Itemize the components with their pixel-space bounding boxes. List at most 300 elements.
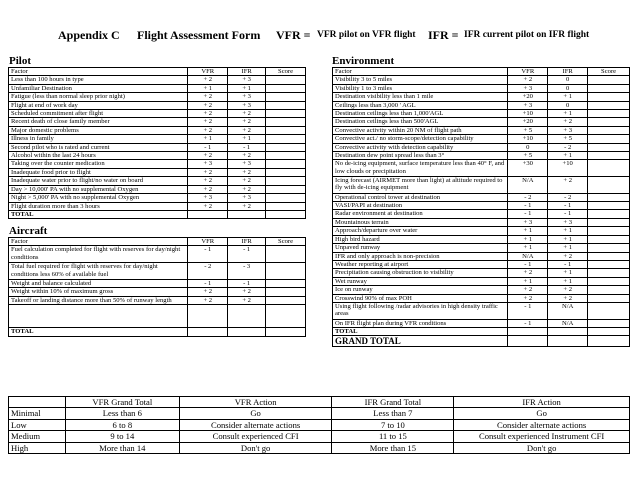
ifr-points: + 1 — [228, 84, 266, 92]
column-header: Factor — [9, 68, 188, 76]
score-cell[interactable] — [266, 152, 306, 160]
grand-cell: Less than 7 — [332, 408, 454, 419]
score-cell[interactable] — [588, 235, 630, 243]
factor-label: Convective activity within 20 NM of flight path — [333, 126, 508, 134]
factor-row — [333, 101, 630, 109]
grand-column-header: IFR Grand Total — [332, 397, 454, 408]
column-header: VFR — [188, 68, 228, 76]
score-cell[interactable] — [588, 110, 630, 118]
factor-label: Mountainous terrain — [333, 218, 508, 226]
pilot-total-row-label: TOTAL — [9, 210, 188, 218]
factor-label: Radar environment at destination — [333, 210, 508, 218]
risk-level: High — [9, 442, 66, 453]
ifr-points: - 1 — [548, 210, 588, 218]
grand-cell: Consider alternate actions — [454, 419, 630, 430]
ifr-points: + 2 — [548, 177, 588, 194]
ifr-points: + 3 — [228, 160, 266, 168]
ifr-points: 0 — [548, 101, 588, 109]
vfr-points: + 2 — [188, 110, 228, 118]
ifr-points: + 1 — [548, 235, 588, 243]
factor-label: Illness in family — [9, 135, 188, 143]
column-header: Score — [266, 68, 306, 76]
score-cell[interactable] — [266, 296, 306, 304]
score-cell[interactable] — [588, 193, 630, 201]
ifr-points: + 2 — [548, 118, 588, 126]
blank-cell — [228, 305, 266, 328]
factor-label: Taking over the counter medication — [9, 160, 188, 168]
ifr-points: + 1 — [548, 269, 588, 277]
ifr-points: + 3 — [228, 101, 266, 109]
factor-label: Convective act./ no storm-scope/detection capability — [333, 135, 508, 143]
score-cell[interactable] — [588, 260, 630, 268]
factor-row — [333, 227, 630, 235]
aircraft-total-row-label: TOTAL — [9, 328, 188, 336]
ifr-total — [548, 336, 588, 347]
vfr-points: - 1 — [508, 319, 548, 327]
ifr-points: + 2 — [228, 126, 266, 134]
ifr-points: - 1 — [228, 246, 266, 263]
factor-label: No de-icing equipment, surface temperature less than 40° F, and low clouds or precipitation — [333, 160, 508, 177]
form-title — [0, 28, 638, 44]
ifr-points: + 3 — [228, 93, 266, 101]
factor-label: Using flight following /radar advisories in high density traffic areas — [333, 302, 508, 319]
score-cell[interactable] — [588, 160, 630, 177]
ifr-points: + 2 — [228, 185, 266, 193]
ifr-points: + 2 — [228, 110, 266, 118]
ifr-points: N/A — [548, 319, 588, 327]
vfr-total — [188, 210, 228, 218]
factor-label: Scheduled commitment after flight — [9, 110, 188, 118]
ifr-description: IFR current pilot on IFR flight — [464, 30, 590, 40]
score-cell[interactable] — [266, 76, 306, 84]
factor-label: Unfamiliar Destination — [9, 84, 188, 92]
grand-column-header: VFR Action — [179, 397, 332, 408]
vfr-points: - 2 — [508, 193, 548, 201]
score-total[interactable] — [588, 327, 630, 335]
ifr-points: + 3 — [228, 194, 266, 202]
aircraft-table — [8, 237, 306, 337]
vfr-points: + 2 — [188, 118, 228, 126]
factor-row — [333, 202, 630, 210]
score-total[interactable] — [588, 336, 630, 347]
grand-total-row-label: GRAND TOTAL — [333, 336, 508, 347]
vfr-total — [508, 327, 548, 335]
ifr-points: - 1 — [228, 143, 266, 151]
ifr-points: + 2 — [228, 168, 266, 176]
score-cell[interactable] — [588, 319, 630, 327]
factor-label: Approach/departure over water — [333, 227, 508, 235]
score-cell[interactable] — [588, 294, 630, 302]
vfr-points: + 5 — [508, 152, 548, 160]
score-cell[interactable] — [588, 135, 630, 143]
vfr-points: + 2 — [188, 288, 228, 296]
score-cell[interactable] — [588, 202, 630, 210]
grand-column-header: VFR Grand Total — [65, 397, 179, 408]
factor-label: Less than 100 hours in type — [9, 76, 188, 84]
score-cell[interactable] — [266, 84, 306, 92]
factor-row — [333, 118, 630, 126]
factor-label: Weight within 10% of maximum gross — [9, 288, 188, 296]
ifr-points: 0 — [548, 84, 588, 92]
column-header: Score — [588, 68, 630, 76]
vfr-points: +20 — [508, 118, 548, 126]
grand-cell: Go — [454, 408, 630, 419]
vfr-points: + 2 — [508, 269, 548, 277]
factor-row — [9, 160, 306, 168]
environment-heading: Environment — [332, 55, 395, 67]
ifr-points: + 1 — [548, 227, 588, 235]
score-cell[interactable] — [266, 168, 306, 176]
score-cell[interactable] — [266, 101, 306, 109]
factor-row — [333, 110, 630, 118]
pilot-total-row — [9, 210, 306, 218]
vfr-points: +30 — [508, 160, 548, 177]
ifr-points: - 2 — [548, 193, 588, 201]
vfr-points: + 3 — [188, 194, 228, 202]
column-header: VFR — [508, 68, 548, 76]
factor-label: Destination ceilings less than 500'AGL — [333, 118, 508, 126]
factor-label: Weather reporting at airport — [333, 260, 508, 268]
ifr-points: + 1 — [548, 152, 588, 160]
appendix-label: Appendix C — [58, 28, 120, 42]
score-cell[interactable] — [266, 110, 306, 118]
factor-label: Recent death of close family member — [9, 118, 188, 126]
risk-level: Low — [9, 419, 66, 430]
risk-level-row — [9, 442, 630, 453]
vfr-points: + 2 — [188, 93, 228, 101]
factor-label: Fuel calculation completed for flight with reserves for day/night conditions — [9, 246, 188, 263]
score-cell[interactable] — [588, 269, 630, 277]
vfr-points: + 2 — [188, 152, 228, 160]
factor-label: Precipitation causing obstruction to visibility — [333, 269, 508, 277]
vfr-points: + 2 — [188, 177, 228, 185]
blank-cell — [9, 305, 188, 328]
vfr-points: + 1 — [188, 84, 228, 92]
vfr-points: +20 — [508, 93, 548, 101]
environment-total-row-label: TOTAL — [333, 327, 508, 335]
header-row — [9, 68, 306, 76]
factor-row — [333, 177, 630, 194]
ifr-points: + 2 — [228, 288, 266, 296]
factor-row — [333, 252, 630, 260]
grand-cell: 7 to 10 — [332, 419, 454, 430]
ifr-points: + 1 — [548, 93, 588, 101]
factor-row — [9, 93, 306, 101]
vfr-points: + 1 — [508, 227, 548, 235]
score-cell[interactable] — [588, 210, 630, 218]
factor-label: Major domestic problems — [9, 126, 188, 134]
ifr-points: + 3 — [548, 218, 588, 226]
vfr-total — [508, 336, 548, 347]
vfr-points: + 3 — [508, 101, 548, 109]
factor-row — [9, 288, 306, 296]
factor-label: Crosswind 90% of max POH — [333, 294, 508, 302]
vfr-points: + 1 — [508, 277, 548, 285]
factor-row — [333, 152, 630, 160]
factor-label: Visibility 3 to 5 miles — [333, 76, 508, 84]
ifr-code: IFR = — [428, 28, 459, 42]
factor-row — [9, 168, 306, 176]
vfr-points: + 2 — [508, 294, 548, 302]
factor-label: Flight duration more than 3 hours — [9, 202, 188, 210]
factor-label: Alcohol within the last 24 hours — [9, 152, 188, 160]
vfr-points: - 1 — [508, 210, 548, 218]
factor-label: Inadequate food prior to flight — [9, 168, 188, 176]
vfr-points: - 1 — [188, 246, 228, 263]
score-cell[interactable] — [266, 160, 306, 168]
vfr-points: + 2 — [188, 76, 228, 84]
grand-column-header: IFR Action — [454, 397, 630, 408]
factor-label: Second pilot who is rated and current — [9, 143, 188, 151]
ifr-points: + 2 — [228, 177, 266, 185]
risk-level-row — [9, 408, 630, 419]
factor-label: IFR and only approach is non-precision — [333, 252, 508, 260]
factor-row — [9, 194, 306, 202]
factor-row — [9, 101, 306, 109]
ifr-points: + 2 — [228, 296, 266, 304]
ifr-points: - 1 — [548, 260, 588, 268]
grand-header-row — [9, 397, 630, 408]
ifr-total — [228, 328, 266, 336]
vfr-points: + 1 — [508, 235, 548, 243]
factor-row — [333, 277, 630, 285]
vfr-points: + 2 — [508, 76, 548, 84]
grand-cell: Consider alternate actions — [179, 419, 332, 430]
factor-label: Operational control tower at destination — [333, 193, 508, 201]
score-cell[interactable] — [266, 202, 306, 210]
vfr-points: - 1 — [188, 143, 228, 151]
grand-total-row — [333, 336, 630, 347]
risk-level: Minimal — [9, 408, 66, 419]
aircraft-total-row — [9, 328, 306, 336]
ifr-points: + 2 — [548, 286, 588, 294]
column-header: Factor — [9, 238, 188, 246]
factor-label: Destination ceilings less than 1,000'AGL — [333, 110, 508, 118]
ifr-points: + 1 — [228, 135, 266, 143]
pilot-heading: Pilot — [9, 55, 31, 67]
factor-row — [9, 177, 306, 185]
score-cell[interactable] — [266, 288, 306, 296]
blank-row — [9, 305, 306, 328]
factor-label: Total fuel required for flight with reserves for day/night conditions less 60% of available fuel — [9, 263, 188, 280]
risk-level-row — [9, 431, 630, 442]
column-header: Score — [266, 238, 306, 246]
factor-row — [9, 202, 306, 210]
ifr-points: + 2 — [548, 294, 588, 302]
factor-row — [333, 294, 630, 302]
score-cell[interactable] — [266, 280, 306, 288]
score-cell[interactable] — [266, 194, 306, 202]
grand-cell: 6 to 8 — [65, 419, 179, 430]
vfr-points: - 1 — [508, 302, 548, 319]
factor-label: Destination visibility less than 1 mile — [333, 93, 508, 101]
score-cell[interactable] — [266, 93, 306, 101]
vfr-points: + 5 — [508, 126, 548, 134]
factor-row — [333, 244, 630, 252]
vfr-points: - 1 — [188, 280, 228, 288]
factor-row — [333, 135, 630, 143]
factor-label: Wet runway — [333, 277, 508, 285]
vfr-points: - 1 — [508, 260, 548, 268]
factor-row — [9, 280, 306, 288]
score-cell[interactable] — [266, 263, 306, 280]
factor-label: Convective activity with detection capability — [333, 143, 508, 151]
factor-row — [9, 143, 306, 151]
factor-row — [333, 319, 630, 327]
score-cell[interactable] — [588, 84, 630, 92]
factor-label: Night > 5,000' PA with no supplemental Oxygen — [9, 194, 188, 202]
factor-row — [9, 126, 306, 134]
factor-row — [333, 84, 630, 92]
factor-row — [9, 135, 306, 143]
aircraft-heading: Aircraft — [9, 225, 48, 237]
vfr-points: + 2 — [188, 101, 228, 109]
ifr-points: + 1 — [548, 110, 588, 118]
score-cell[interactable] — [588, 118, 630, 126]
ifr-points: +10 — [548, 160, 588, 177]
factor-row — [333, 235, 630, 243]
factor-label: Ceilings less than 3,000 ' AGL — [333, 101, 508, 109]
factor-label: VASI/PAPI at destination — [333, 202, 508, 210]
grand-cell: Don't go — [179, 442, 332, 453]
vfr-description: VFR pilot on VFR flight — [317, 30, 416, 40]
factor-label: Inadequate water prior to flight/no water on board — [9, 177, 188, 185]
vfr-code: VFR = — [276, 28, 311, 42]
ifr-points: + 2 — [228, 202, 266, 210]
risk-level-row — [9, 419, 630, 430]
score-cell[interactable] — [588, 227, 630, 235]
score-cell[interactable] — [266, 185, 306, 193]
factor-row — [333, 302, 630, 319]
factor-row — [333, 286, 630, 294]
column-header: IFR — [228, 68, 266, 76]
ifr-points: + 1 — [548, 244, 588, 252]
column-header: Factor — [333, 68, 508, 76]
vfr-points: + 2 — [188, 202, 228, 210]
column-header: VFR — [188, 238, 228, 246]
factor-label: On IFR flight plan during VFR conditions — [333, 319, 508, 327]
factor-row — [9, 110, 306, 118]
factor-label: Flight at end of work day — [9, 101, 188, 109]
factor-row — [9, 118, 306, 126]
blank-cell — [188, 305, 228, 328]
score-cell[interactable] — [266, 126, 306, 134]
factor-row — [333, 269, 630, 277]
vfr-points: + 2 — [188, 296, 228, 304]
blank-cell[interactable] — [266, 305, 306, 328]
factor-label: Fatigue (less than normal sleep prior night) — [9, 93, 188, 101]
grand-cell: More than 14 — [65, 442, 179, 453]
vfr-points: + 3 — [188, 160, 228, 168]
score-cell[interactable] — [266, 246, 306, 263]
score-cell[interactable] — [588, 152, 630, 160]
score-cell[interactable] — [266, 143, 306, 151]
factor-label: Visibility 1 to 3 miles — [333, 84, 508, 92]
vfr-points: + 3 — [508, 84, 548, 92]
factor-row — [9, 152, 306, 160]
factor-row — [9, 263, 306, 280]
ifr-points: + 2 — [228, 152, 266, 160]
score-cell[interactable] — [588, 143, 630, 151]
score-cell[interactable] — [588, 93, 630, 101]
score-cell[interactable] — [588, 244, 630, 252]
score-cell[interactable] — [588, 302, 630, 319]
factor-row — [333, 76, 630, 84]
score-cell[interactable] — [588, 126, 630, 134]
factor-row — [333, 143, 630, 151]
ifr-points: + 2 — [548, 252, 588, 260]
score-cell[interactable] — [588, 277, 630, 285]
vfr-points: - 1 — [508, 202, 548, 210]
factor-row — [9, 84, 306, 92]
factor-row — [9, 185, 306, 193]
grand-column-header — [9, 397, 66, 408]
factor-label: Day > 10,000' PA with no supplemental Oxygen — [9, 185, 188, 193]
factor-row — [9, 296, 306, 304]
factor-row — [333, 210, 630, 218]
ifr-points: + 2 — [228, 118, 266, 126]
form-name: Flight Assessment Form — [137, 28, 261, 42]
vfr-points: N/A — [508, 177, 548, 194]
factor-label: Weight and balance calculated — [9, 280, 188, 288]
score-cell[interactable] — [266, 177, 306, 185]
score-cell[interactable] — [266, 135, 306, 143]
factor-row — [333, 260, 630, 268]
vfr-total — [188, 328, 228, 336]
environment-total-row — [333, 327, 630, 335]
column-header: IFR — [548, 68, 588, 76]
ifr-points: - 2 — [548, 143, 588, 151]
vfr-points: +10 — [508, 135, 548, 143]
ifr-points: N/A — [548, 302, 588, 319]
vfr-points: + 2 — [188, 126, 228, 134]
grand-cell: Consult experienced CFI — [179, 431, 332, 442]
grand-cell: Less than 6 — [65, 408, 179, 419]
score-cell[interactable] — [588, 101, 630, 109]
vfr-points: - 2 — [188, 263, 228, 280]
score-cell[interactable] — [588, 177, 630, 194]
factor-label: High bird hazard — [333, 235, 508, 243]
ifr-points: - 3 — [228, 263, 266, 280]
vfr-points: + 1 — [188, 135, 228, 143]
grand-total-table — [8, 396, 630, 454]
score-cell[interactable] — [588, 218, 630, 226]
vfr-points: +10 — [508, 110, 548, 118]
grand-cell: 9 to 14 — [65, 431, 179, 442]
score-cell[interactable] — [588, 252, 630, 260]
factor-label: Icing forecast (AIRMET more than light) at altitude required to fly with de-icing equipment — [333, 177, 508, 194]
vfr-points: + 2 — [508, 286, 548, 294]
score-cell[interactable] — [588, 286, 630, 294]
vfr-points: 0 — [508, 143, 548, 151]
score-total[interactable] — [266, 328, 306, 336]
score-cell[interactable] — [266, 118, 306, 126]
factor-label: Takeoff or landing distance more than 50% of runway length — [9, 296, 188, 304]
factor-row — [333, 218, 630, 226]
pilot-table — [8, 67, 306, 219]
factor-label: Destination dew point spread less than 3° — [333, 152, 508, 160]
score-total[interactable] — [266, 210, 306, 218]
ifr-points: + 5 — [548, 135, 588, 143]
vfr-points: + 2 — [188, 168, 228, 176]
grand-cell: Go — [179, 408, 332, 419]
factor-row — [333, 160, 630, 177]
ifr-total — [228, 210, 266, 218]
grand-cell: Don't go — [454, 442, 630, 453]
ifr-points: - 1 — [548, 202, 588, 210]
score-cell[interactable] — [588, 76, 630, 84]
environment-table — [332, 67, 630, 347]
